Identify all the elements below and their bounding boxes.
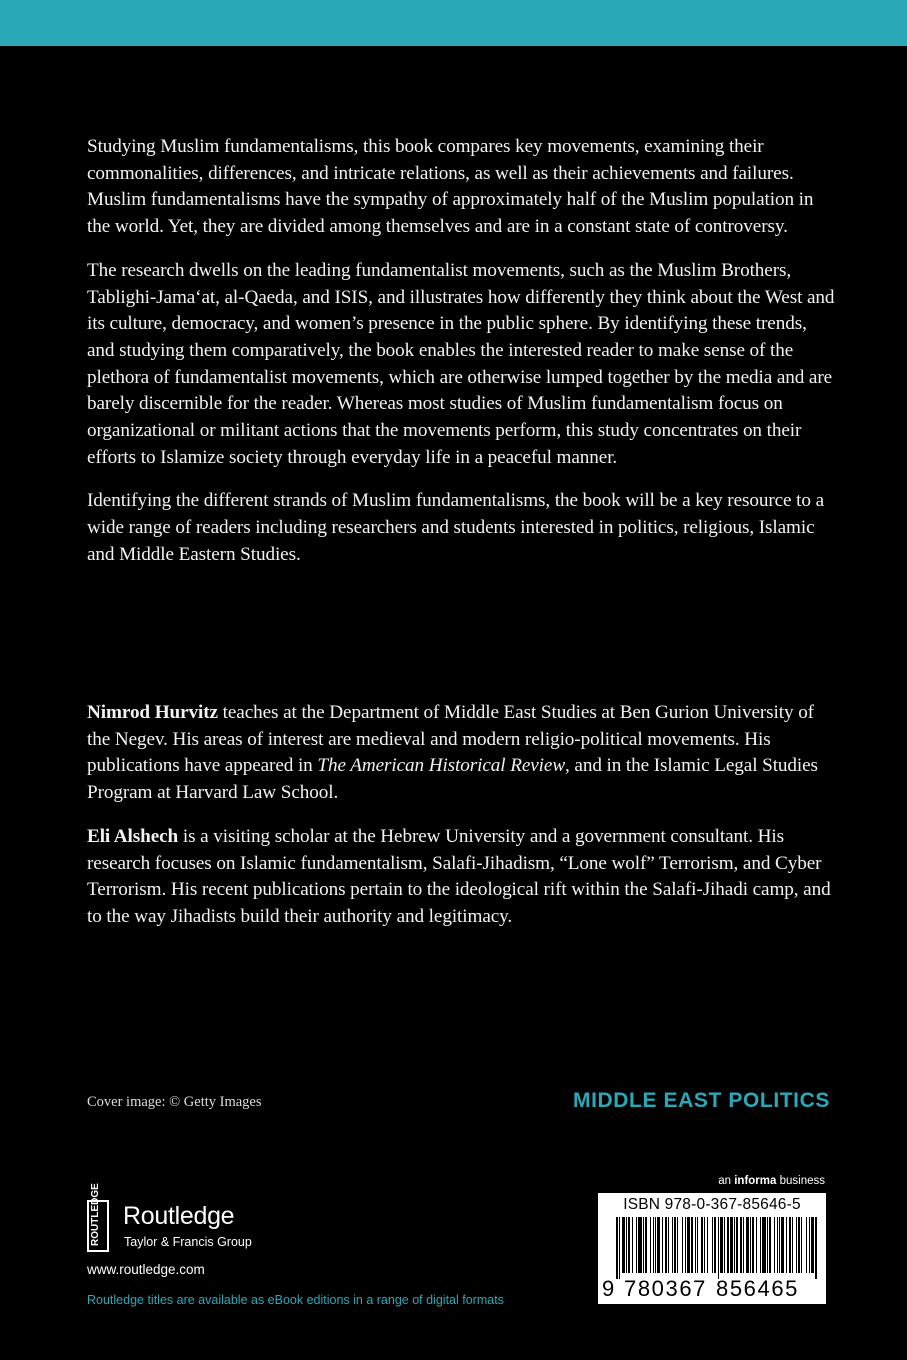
barcode-bar <box>740 1217 742 1273</box>
series-title: MIDDLE EAST POLITICS <box>572 1089 830 1112</box>
barcode-bar <box>714 1217 716 1273</box>
barcode-digit-group: 780367 <box>624 1276 708 1301</box>
barcode-bar <box>781 1217 784 1273</box>
barcode-bar <box>750 1217 751 1273</box>
barcode-bar <box>809 1217 810 1273</box>
author-bio-text: teaches at the Department of Middle East Studies at Ben Gurion University of the Negev. His areas of interest are medieval and modern religio-political movements. His publications have appeared in <box>87 702 814 777</box>
barcode-bar <box>650 1217 651 1273</box>
description-paragraph: Studying Muslim fundamentalisms, this book compares key movements, examining their commonalities, differences, and intricate relations, as well as their achievements and failures. Muslim fundamentalisms have the sympathy of approximately half of the Muslim population in the world. Yet, they are divided among themselves and are in a constant state of controversy. <box>87 136 814 238</box>
barcode-bar <box>672 1217 673 1273</box>
barcode-bar <box>677 1217 678 1273</box>
barcode-bar <box>752 1217 754 1273</box>
barcode-bar <box>746 1217 749 1273</box>
publisher-group: Taylor & Francis Group <box>124 1235 252 1249</box>
barcode-bar <box>789 1217 791 1273</box>
author-bio <box>87 824 835 931</box>
barcode-bar <box>674 1217 676 1273</box>
barcode-bar <box>720 1217 723 1273</box>
barcode-bar <box>691 1217 693 1273</box>
barcode-bar <box>756 1217 757 1273</box>
barcode-bar <box>798 1217 800 1273</box>
barcode-bar <box>767 1217 768 1273</box>
informa-suffix: business <box>776 1175 825 1187</box>
description-paragraph: Identifying the different strands of Muslim fundamentalisms, the book will be a key resource to a wide range of readers including researchers and students interested in politics, religious, Islamic and Middle Eastern Studies. <box>87 490 825 565</box>
barcode-bar <box>712 1217 713 1273</box>
author-bio <box>87 700 835 807</box>
barcode-bar <box>811 1217 814 1273</box>
barcode-bar <box>685 1217 686 1273</box>
barcode-bar <box>645 1217 647 1273</box>
isbn-barcode <box>598 1193 826 1304</box>
barcode-bar <box>665 1217 667 1273</box>
barcode-bar <box>769 1217 771 1273</box>
cover-image-credit: Cover image: © Getty Images <box>87 1094 262 1110</box>
informa-business-line <box>718 1175 825 1187</box>
barcode-digit-group: 856465 <box>716 1276 800 1301</box>
barcode-bar <box>697 1217 698 1273</box>
informa-brand: informa <box>734 1175 777 1187</box>
author-bios <box>87 700 835 948</box>
publisher-name: Routledge <box>123 1202 235 1230</box>
barcode-bar <box>622 1217 625 1273</box>
isbn-label: ISBN 978-0-367-85646-5 <box>623 1196 801 1213</box>
barcode-bar <box>662 1217 663 1273</box>
barcode-bar <box>619 1217 620 1279</box>
barcode-bar <box>628 1217 630 1273</box>
author-name: Eli Alshech <box>87 825 179 847</box>
barcode-bar <box>657 1217 660 1273</box>
barcode-bar <box>774 1217 775 1273</box>
ebook-note: Routledge titles are available as eBook editions in a range of digital formats <box>87 1293 504 1307</box>
barcode-bar <box>762 1217 766 1273</box>
author-name: Nimrod Hurvitz <box>87 702 218 723</box>
barcode-bar <box>626 1217 627 1273</box>
barcode-bar <box>636 1217 637 1273</box>
barcode-bar <box>736 1217 738 1273</box>
barcode-bar <box>760 1217 761 1273</box>
barcode-bar <box>815 1217 817 1279</box>
top-color-band <box>0 0 907 46</box>
barcode-bar <box>655 1217 656 1273</box>
barcode-bar <box>792 1217 793 1273</box>
barcode-bar <box>718 1217 719 1279</box>
book-description <box>87 134 835 586</box>
barcode-bar <box>668 1217 669 1273</box>
barcode-bar <box>707 1217 708 1273</box>
barcode-bar <box>801 1217 802 1273</box>
informa-prefix: an <box>718 1175 735 1187</box>
description-paragraph: The research dwells on the leading fundamentalist movements, such as the Muslim Brothers, Tablighi-Jama‘at, al-Qaeda, and ISIS, and illustrates how differently they think about the West and its culture, democracy, and women’s presence in the public sphere. By identifying these trends, and studying them comparatively, the book enables the interested reader to make sense of the plethora of fundamentalist movements, which are otherwise lumped together by the media and are barely discernible for the reader. Whereas most studies of Muslim fundamentalism focus on organizational or militant actions that the movements perform, this study concentrates on their efforts to Islamize society through everyday life in a peaceful manner. <box>87 259 835 468</box>
barcode-bar <box>806 1217 807 1273</box>
barcode-bar <box>777 1217 778 1273</box>
author-bio-text: is a visiting scholar at the Hebrew University and a government consultant. His research focuses on Islamic fundamentalism, Salafi-Jihadism, “Lone wolf” Terrorism, and Cyber Terrorism. His recent publications pertain to the ideological rift within the Salafi-Jihadi camp, and to the way Jihadists build their authority and legitimacy. <box>87 825 831 927</box>
barcode-bar <box>701 1217 703 1273</box>
barcode-bar <box>786 1217 787 1273</box>
barcode-bar <box>704 1217 705 1273</box>
barcode-bar <box>687 1217 690 1273</box>
barcode-bar <box>616 1217 618 1279</box>
barcode-bar <box>632 1217 633 1273</box>
journal-title: The American Historical Review <box>317 755 566 777</box>
author-bio-text: , and in the Islamic Legal Studies Program at Harvard Law School. <box>87 755 818 804</box>
logo-mark-text: ROUTLEDGE <box>90 1183 101 1246</box>
barcode-bars <box>616 1217 818 1279</box>
barcode-bar <box>727 1217 729 1273</box>
barcode-bar <box>743 1217 744 1273</box>
publisher-logo <box>87 1183 277 1260</box>
barcode-bar <box>653 1217 654 1273</box>
publisher-website: www.routledge.com <box>87 1262 205 1277</box>
barcode-bar <box>779 1217 780 1273</box>
barcode-digit-first: 9 <box>602 1276 615 1301</box>
barcode-bar <box>638 1217 642 1273</box>
barcode-bar <box>695 1217 696 1273</box>
barcode-bar <box>796 1217 797 1273</box>
barcode-bar <box>734 1217 735 1273</box>
barcode-bar <box>730 1217 733 1273</box>
barcode-bar <box>682 1217 683 1273</box>
barcode-bar <box>724 1217 725 1273</box>
barcode-bar <box>643 1217 644 1273</box>
